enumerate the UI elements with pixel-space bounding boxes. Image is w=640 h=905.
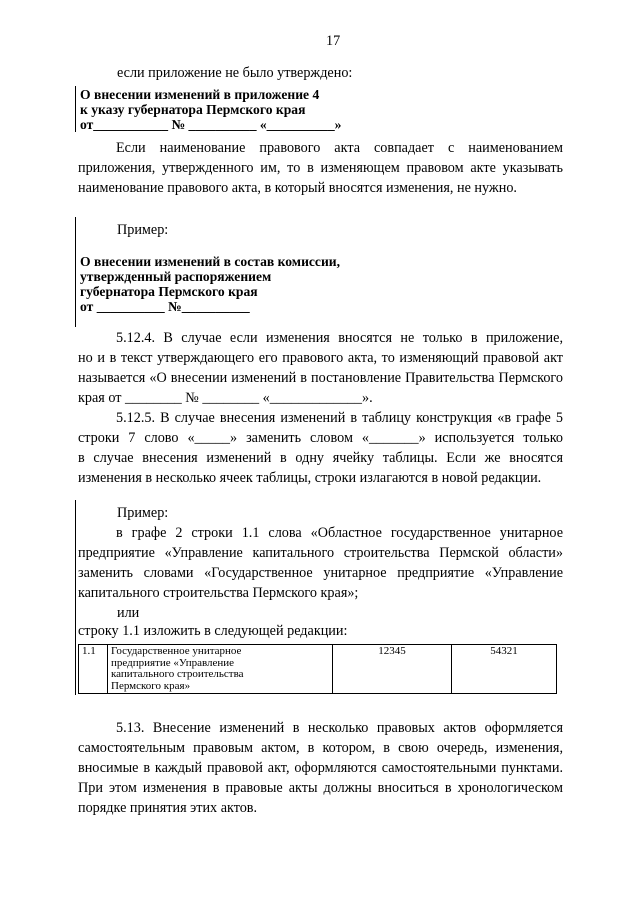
para-name-line: Если наименование правового акта совпадает с наименованием [116,140,563,156]
para-5124-line: края от ________ № ________ «_____________». [78,390,373,406]
para-5125-line: 5.12.5. В случае внесения изменений в таблицу конструкция «в графе 5 [116,410,563,426]
table-row [79,645,557,694]
para-name-line: наименование правового акта, в который вносятся изменения, не нужно. [78,180,517,196]
example2-label: Пример: [117,222,169,238]
example3-row-intro: строку 1.1 изложить в следующей редакции: [78,623,348,639]
para-5124-line: но и в текст утверждающего его правового акта, то изменяющий правовой акт [78,350,563,366]
example-margin-bar [75,500,76,695]
example-table [78,644,557,694]
para-5125-line: изменения в несколько ячеек таблицы, строки излагаются в новой редакции. [78,470,542,486]
para-513-line: самостоятельным правовым актом, в котором, в свою очередь, изменения, [78,740,563,756]
para-513-line: вносимые в каждый правовой акт, оформляются самостоятельными пунктами. [78,760,563,776]
table-cell-num: 1.1 [79,645,108,694]
para-513-line: порядке принятия этих актов. [78,800,258,816]
page-number: 17 [326,33,341,49]
example3-line: предприятие «Управление капитального строительства Пермской области» [78,545,563,561]
example3-or: или [117,605,140,621]
example3-line: заменить словами «Государственное унитарное предприятие «Управление [78,565,563,581]
para-name-line: приложения, утвержденного им, то в изменяющем правовом акте указывать [78,160,563,176]
example3-label: Пример: [117,505,169,521]
para-5124-line: называется «О внесении изменений в постановление Правительства Пермского [78,370,563,386]
table-cell-value-1: 12345 [333,645,452,694]
example3-line: капитального строительства Пермского края»; [78,585,359,601]
para-5125-line: строки 7 слово «_____» заменить словом «_______» используется только [78,430,563,446]
para-5124-line: 5.12.4. В случае если изменения вносятся не только в приложение, [116,330,563,346]
example3-line: в графе 2 строки 1.1 слова «Областное государственное унитарное [116,525,563,541]
example-margin-bar [75,86,76,132]
example1-title: О внесении изменений в приложение 4 к указу губернатора Пермского края от___________ № __________ «__________» [80,87,342,132]
table-cell-name: Государственное унитарное предприятие «Управление капитального строительства Пермского края» [108,645,333,694]
example2-title: О внесении изменений в состав комиссии, утвержденный распоряжением губернатора Пермского края от __________ №__________ [80,254,341,314]
table-cell-value-2: 54321 [452,645,557,694]
example-margin-bar [75,217,76,327]
intro-not-approved: если приложение не было утверждено: [117,65,353,81]
para-513-line: При этом изменения в правовые акты должны вноситься в хронологическом [78,780,563,796]
para-5125-line: в случае внесения изменений в одну ячейку таблицы. Если же вносятся [78,450,563,466]
para-513-line: 5.13. Внесение изменений в несколько правовых актов оформляется [116,720,563,736]
